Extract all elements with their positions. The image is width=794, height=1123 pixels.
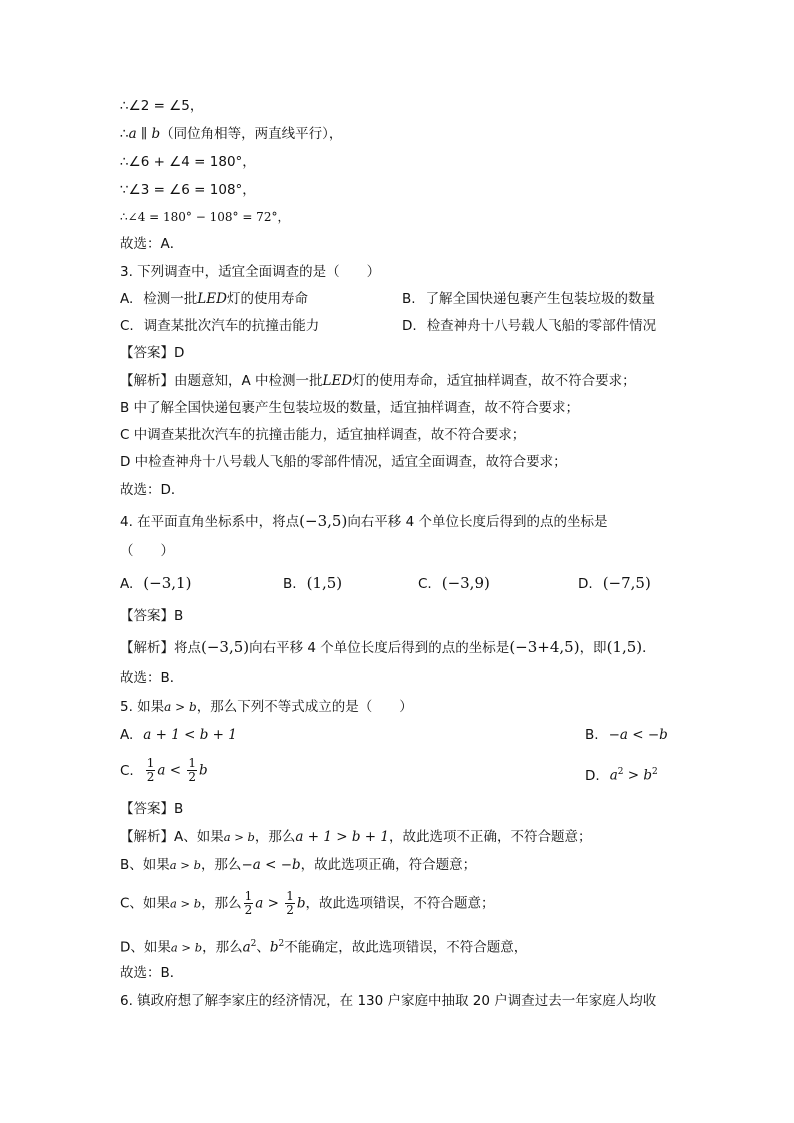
therefore-symbol: ∴ [120, 126, 129, 142]
numerator: 1 [188, 756, 196, 770]
option-text: 检查神舟十八号载人飞船的零部件情况 [426, 318, 657, 334]
condition-expr: a > b [170, 940, 203, 955]
separator: 、 [256, 939, 270, 956]
var-b: b [296, 895, 306, 912]
option-value: a + 1 < b + 1 [143, 727, 237, 743]
analysis-text: ． [642, 640, 656, 656]
q5-analysis-b [120, 855, 476, 875]
analysis-text: 不能确定，故此选项错误，不符合题意， [284, 939, 528, 956]
option-label: A. [120, 727, 134, 743]
prev-step-4: ∵∠3 = ∠6 = 108°， [120, 182, 256, 198]
q4-option-a [120, 573, 191, 594]
option-label: C. [120, 762, 134, 779]
option-label: B. [283, 576, 297, 592]
q3-analysis-4: D 中检查神舟十八号载人飞船的零部件情况，适宜全面调查，故符合要求； [120, 454, 567, 470]
less-than: < [165, 762, 186, 779]
q3-conclusion: 故选：D． [120, 482, 185, 498]
option-label: D. [402, 318, 417, 334]
stem-text: ，那么下列不等式成立的是（ ） [196, 699, 413, 715]
q4-conclusion: 故选：B． [120, 670, 184, 686]
led-term: LED [322, 373, 353, 389]
option-label: B. [585, 727, 599, 743]
option-text: 检测一批 [143, 291, 198, 307]
q4-option-c [418, 573, 490, 594]
point-coord: (−3,5) [299, 512, 348, 530]
denominator: 2 [286, 903, 294, 917]
option-label: C. [120, 318, 134, 334]
prev-conclusion: 故选：A． [120, 236, 184, 252]
q5-analysis-d [120, 934, 527, 958]
numerator: 1 [146, 756, 155, 770]
point-coord: (−3,5) [201, 638, 250, 656]
option-value: (1,5) [306, 574, 343, 592]
stem-text: 4. 在平面直角坐标系中，将点 [120, 514, 300, 530]
option-text: 了解全国快递包裹产生包装垃圾的数量 [425, 291, 656, 307]
analysis-text: ，那么 [200, 857, 242, 873]
analysis-text: 【解析】A、如果 [120, 829, 224, 845]
prev-step-1: ∴∠2 = ∠5， [120, 98, 204, 114]
analysis-text: ，那么 [201, 895, 242, 912]
analysis-text: ，即 [579, 640, 607, 656]
option-label: B. [402, 291, 416, 307]
fraction-half [187, 757, 197, 784]
q5-answer: 【答案】B [120, 801, 184, 817]
var-b: b [198, 762, 208, 779]
inequality-expr: −a < −b [241, 857, 301, 873]
var-a: a [157, 762, 166, 779]
option-label: D. [578, 576, 593, 592]
analysis-text: ，故此选项不正确，不符合题意； [388, 829, 592, 845]
numerator: 1 [244, 889, 253, 903]
led-term: LED [197, 291, 227, 307]
fraction-half [285, 890, 295, 917]
exponent: 2 [652, 767, 658, 777]
analysis-text: ，那么 [254, 829, 296, 845]
var-b: b [269, 939, 279, 956]
q5-option-d [585, 762, 658, 786]
greater-than: > [263, 895, 284, 912]
option-label: A. [120, 576, 134, 592]
q4-option-b [283, 573, 342, 594]
q3-option-c [120, 316, 319, 336]
q3-analysis-1 [120, 371, 636, 391]
analysis-text: B、如果 [120, 857, 170, 873]
exponent: 2 [617, 767, 624, 777]
option-text: 灯的使用寿命 [226, 291, 308, 307]
analysis-text: C、如果 [120, 895, 170, 912]
q3-answer: 【答案】D [120, 345, 185, 361]
option-value: (−3,9) [441, 574, 490, 592]
analysis-text: ，那么 [202, 939, 243, 956]
fraction-half [146, 757, 156, 784]
parallel-expr: a ∥ b [128, 126, 161, 142]
q4-answer: 【答案】B [120, 608, 184, 624]
analysis-text: ，故此选项正确，符合题意； [300, 857, 477, 873]
q5-option-c [120, 757, 208, 784]
numerator: 1 [286, 889, 294, 903]
var-a: a [255, 895, 264, 912]
q3-analysis-2: B 中了解全国快递包裹产生包装垃圾的数量，适宜抽样调查，故不符合要求； [120, 400, 580, 416]
greater-than: > [623, 767, 644, 784]
q5-analysis-c [120, 890, 495, 917]
translated-expr: (−3+4,5) [509, 638, 580, 656]
q5-analysis-a [120, 827, 591, 847]
analysis-text: 【解析】将点 [120, 640, 201, 656]
result-coord: (1,5) [606, 638, 643, 656]
analysis-text: 【解析】由题意知，A 中检测一批 [120, 373, 323, 389]
option-label: C. [418, 576, 432, 592]
condition-expr: a > b [169, 896, 202, 911]
q4-answer-blank: （ ） [120, 543, 174, 559]
condition-expr: a > b [164, 700, 197, 714]
option-value: −a < −b [608, 727, 668, 743]
denominator: 2 [244, 903, 253, 917]
q4-option-d [578, 573, 651, 594]
q5-option-a [120, 725, 237, 745]
option-value: (−7,5) [602, 574, 651, 592]
option-label: D. [585, 767, 600, 784]
denominator: 2 [146, 770, 155, 784]
analysis-text: D、如果 [120, 939, 171, 956]
q3-analysis-3: C 中调查某批次汽车的抗撞击能力，适宜抽样调查，故不符合要求； [120, 427, 526, 443]
stem-text: 5. 如果 [120, 699, 165, 715]
analysis-text: ，故此选项错误，不符合题意； [305, 895, 495, 912]
q4-analysis [120, 637, 656, 658]
var-b: b [643, 767, 653, 784]
q4-stem [120, 511, 607, 532]
stem-text: 向右平移 4 个单位长度后得到的点的坐标是 [347, 514, 608, 530]
exponent: 2 [278, 939, 285, 949]
var-a: a [242, 939, 251, 956]
inequality-expr: a + 1 > b + 1 [295, 829, 389, 845]
q3-stem: 3. 下列调查中，适宜全面调查的是（ ） [120, 264, 381, 280]
var-a: a [609, 767, 618, 784]
q3-option-d [402, 316, 656, 336]
q5-conclusion: 故选：B． [120, 965, 184, 981]
reason-text: （同位角相等，两直线平行）， [160, 126, 343, 142]
q3-option-a [120, 289, 308, 309]
exponent: 2 [250, 939, 257, 949]
prev-step-5: ∴∠4 = 180° − 108° = 72°， [120, 210, 290, 224]
q5-stem [120, 697, 413, 717]
option-text: 调查某批次汽车的抗撞击能力 [143, 318, 320, 334]
condition-expr: a > b [169, 858, 201, 872]
condition-expr: a > b [223, 830, 255, 844]
option-label: A. [120, 291, 134, 307]
denominator: 2 [188, 770, 196, 784]
prev-step-2 [120, 124, 342, 144]
q6-stem: 6. 镇政府想了解李家庄的经济情况，在 130 户家庭中抽取 20 户调查过去一年家庭人均收 [120, 993, 657, 1009]
q3-option-b [402, 289, 655, 309]
option-value: (−3,1) [143, 574, 192, 592]
analysis-text: 向右平移 4 个单位长度后得到的点的坐标是 [249, 640, 510, 656]
fraction-half [244, 890, 254, 917]
prev-step-3: ∴∠6 + ∠4 = 180°， [120, 154, 256, 170]
analysis-text: 灯的使用寿命，适宜抽样调查，故不符合要求； [352, 373, 636, 389]
q5-option-b [585, 725, 668, 745]
